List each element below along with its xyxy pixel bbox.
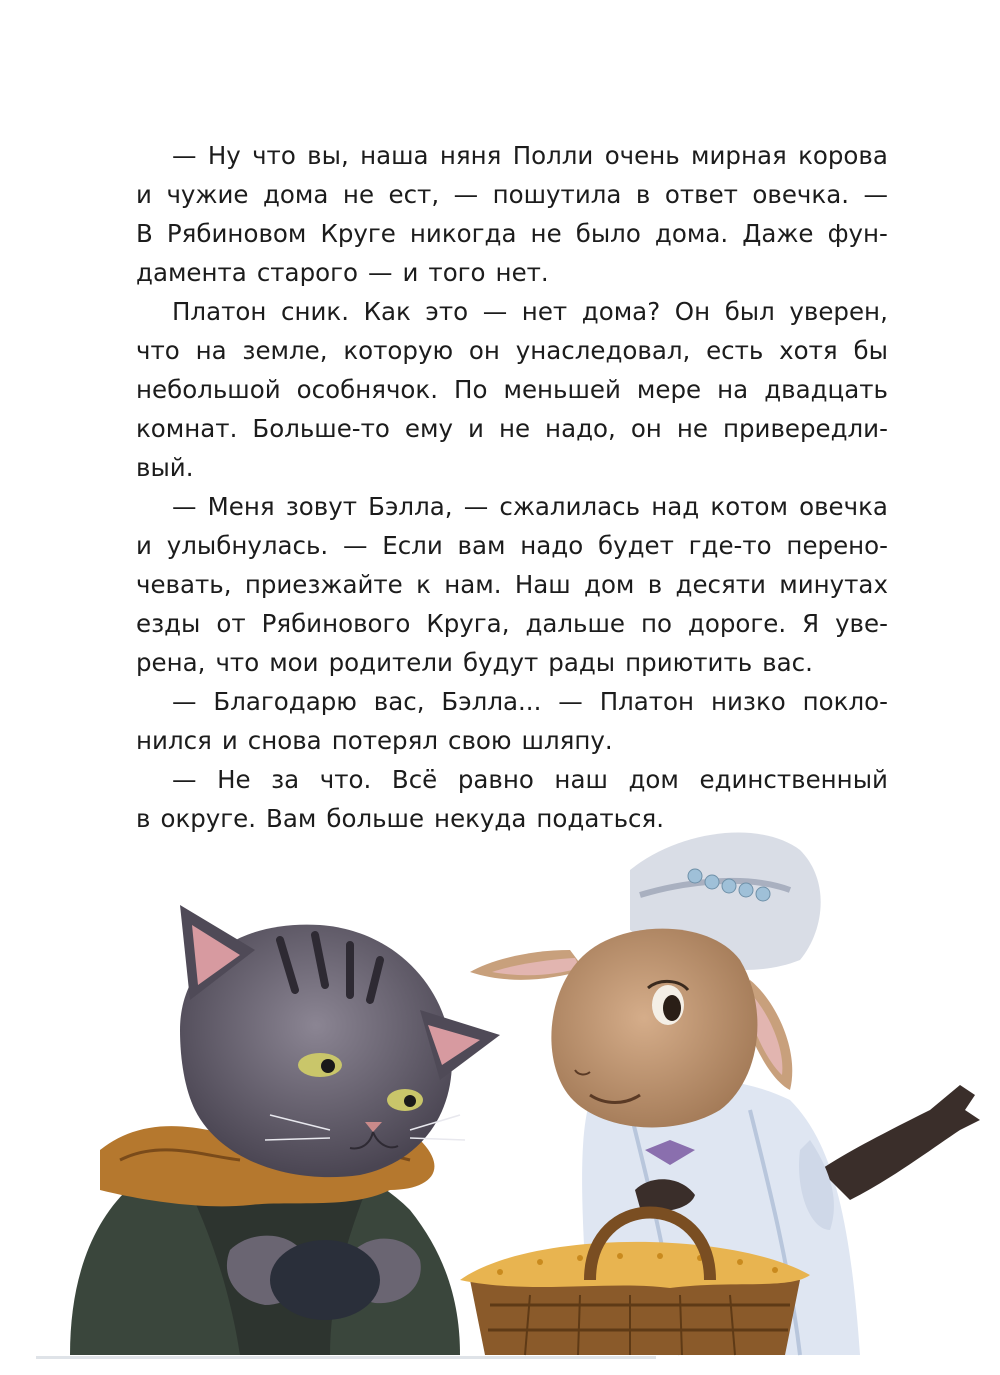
word: овечка. — [752, 180, 849, 209]
word: что — [252, 141, 296, 170]
word: не — [530, 219, 562, 248]
text-line — [136, 409, 888, 448]
word: — — [863, 180, 888, 209]
word: — — [172, 492, 197, 521]
page-bottom-line — [36, 1356, 656, 1359]
text-line — [136, 565, 888, 604]
word: не — [342, 180, 375, 209]
word: на — [717, 375, 749, 404]
word: уверен, — [789, 297, 888, 326]
word: будет — [597, 531, 674, 560]
word: потерял — [331, 726, 438, 755]
paragraph — [136, 487, 888, 682]
word: дома? — [581, 297, 661, 326]
word: мои — [269, 648, 319, 677]
word: десяти — [675, 570, 766, 599]
word: комнат. — [136, 414, 238, 443]
text-line — [136, 214, 888, 253]
text-line — [136, 253, 888, 292]
word: Платон — [599, 687, 695, 716]
word: особнячок. — [296, 375, 439, 404]
word: будут — [462, 648, 539, 677]
text-line — [136, 643, 888, 682]
text-line — [136, 760, 888, 799]
word: снова — [247, 726, 322, 755]
word: Наш — [514, 570, 571, 599]
word: родители — [328, 648, 453, 677]
word: привередли- — [722, 414, 888, 443]
text-line — [136, 370, 888, 409]
word: того — [428, 258, 486, 287]
word: Рябинового — [261, 609, 411, 638]
word: Круга, — [426, 609, 510, 638]
word: — — [482, 297, 508, 326]
word: равно — [457, 765, 534, 794]
word: мирная — [691, 141, 787, 170]
word: никогда — [409, 219, 517, 248]
cat-left-eye — [298, 1053, 342, 1077]
word: наша — [360, 141, 429, 170]
word: ему — [404, 414, 453, 443]
word: Бэлла, — [368, 492, 453, 521]
word: был — [724, 297, 775, 326]
word: нет — [521, 297, 568, 326]
word: дом — [628, 765, 679, 794]
word: и — [136, 180, 152, 209]
word: бы — [853, 336, 888, 365]
text-line — [136, 526, 888, 565]
word: и — [221, 726, 238, 755]
word: вам — [457, 531, 506, 560]
word: няня — [439, 141, 502, 170]
word: Круге — [320, 219, 396, 248]
word: в — [136, 804, 151, 833]
word: наш — [554, 765, 608, 794]
word: вый. — [136, 453, 194, 482]
word: и — [136, 531, 152, 560]
word: унаследовал, — [515, 336, 691, 365]
word: Бэлла... — [441, 687, 542, 716]
word: улыбнулась. — [166, 531, 329, 560]
word: которую — [343, 336, 454, 365]
word: Если — [382, 531, 443, 560]
word: — — [463, 492, 489, 521]
word: что — [215, 648, 260, 677]
word: перено- — [786, 531, 888, 560]
word: на — [195, 336, 227, 365]
word: земле, — [242, 336, 328, 365]
text-line — [136, 682, 888, 721]
word: покло- — [802, 687, 888, 716]
word: В — [136, 219, 153, 248]
word: старого — [256, 258, 358, 287]
story-text — [136, 136, 888, 838]
word: податься. — [536, 804, 665, 833]
word: он — [468, 336, 500, 365]
word: не — [498, 414, 531, 443]
word: небольшой — [136, 375, 281, 404]
word: Всё — [391, 765, 438, 794]
word: что — [136, 336, 180, 365]
word: свою — [448, 726, 512, 755]
word: Платон — [172, 297, 267, 326]
word: над — [651, 492, 700, 521]
word: мере — [636, 375, 702, 404]
word: дороге. — [687, 609, 787, 638]
text-line — [136, 448, 888, 487]
word: чевать, — [136, 570, 232, 599]
word: пошутила — [492, 180, 622, 209]
word: Я — [802, 609, 820, 638]
word: надо — [520, 531, 584, 560]
word: меньшей — [503, 375, 621, 404]
word: — — [453, 180, 479, 209]
word: и — [467, 414, 484, 443]
word: — — [558, 687, 583, 716]
word: есть — [706, 336, 764, 365]
word: дом — [584, 570, 635, 599]
word: он — [630, 414, 662, 443]
word: что. — [319, 765, 372, 794]
word: чужие — [166, 180, 249, 209]
word: рена, — [136, 648, 206, 677]
word: не — [676, 414, 708, 443]
word: единственный — [699, 765, 888, 794]
word: в — [635, 180, 651, 209]
text-line — [136, 604, 888, 643]
sheep-head — [551, 929, 757, 1128]
text-line — [136, 292, 888, 331]
word: Как — [363, 297, 411, 326]
word: вас, — [373, 687, 425, 716]
word: Ну — [207, 141, 241, 170]
sheep-raised-arm — [820, 1085, 980, 1200]
word: рады — [548, 648, 616, 677]
word: сник. — [280, 297, 349, 326]
word: уве- — [835, 609, 888, 638]
word: Благодарю — [213, 687, 357, 716]
word: нам. — [444, 570, 502, 599]
word: по — [640, 609, 672, 638]
text-line — [136, 331, 888, 370]
word: зовут — [285, 492, 358, 521]
word: приютить — [625, 648, 753, 677]
word: было — [575, 219, 641, 248]
word: — — [172, 687, 197, 716]
word: — — [342, 531, 368, 560]
word: Не — [217, 765, 251, 794]
word: — — [172, 765, 197, 794]
word: дальше — [525, 609, 625, 638]
word: По — [454, 375, 488, 404]
word: двадцать — [764, 375, 888, 404]
word: в — [647, 570, 663, 599]
word: Рябиновом — [166, 219, 307, 248]
word: ест, — [388, 180, 440, 209]
word: Больше-то — [252, 414, 390, 443]
word: низко — [710, 687, 786, 716]
word: дома. — [654, 219, 729, 248]
word: к — [416, 570, 431, 599]
text-line — [136, 487, 888, 526]
word: хотя — [779, 336, 838, 365]
word: округе. — [160, 804, 257, 833]
word: — — [367, 258, 393, 287]
word: вас. — [762, 648, 813, 677]
word: где-то — [688, 531, 772, 560]
word: за — [271, 765, 300, 794]
text-line — [136, 136, 888, 175]
paragraph — [136, 292, 888, 487]
word: Меня — [207, 492, 275, 521]
word: сжалилась — [499, 492, 641, 521]
word: и — [402, 258, 419, 287]
sheep-figure — [460, 833, 980, 1355]
word: нился — [136, 726, 212, 755]
word: надо, — [545, 414, 616, 443]
cat-figure — [70, 905, 500, 1355]
word: корова — [798, 141, 888, 170]
word: — — [172, 141, 197, 170]
cat-and-sheep-illustration — [30, 810, 1000, 1365]
word: овечка — [799, 492, 888, 521]
word: минутах — [779, 570, 888, 599]
word: шляпу. — [521, 726, 613, 755]
paragraph — [136, 136, 888, 292]
word: ответ — [664, 180, 738, 209]
word: от — [216, 609, 246, 638]
word: приезжайте — [244, 570, 403, 599]
word: Полли — [512, 141, 594, 170]
text-line — [136, 721, 888, 760]
word: больше — [326, 804, 425, 833]
word: нет. — [495, 258, 549, 287]
word: некуда — [434, 804, 527, 833]
word: котом — [710, 492, 788, 521]
word: Вам — [266, 804, 317, 833]
word: это — [425, 297, 469, 326]
word: Даже — [742, 219, 814, 248]
word: дома — [262, 180, 329, 209]
word: фун- — [827, 219, 888, 248]
word: очень — [604, 141, 680, 170]
text-line — [136, 175, 888, 214]
paragraph — [136, 682, 888, 760]
word: дамента — [136, 258, 247, 287]
word: вы, — [307, 141, 349, 170]
word: Он — [674, 297, 711, 326]
word: езды — [136, 609, 201, 638]
